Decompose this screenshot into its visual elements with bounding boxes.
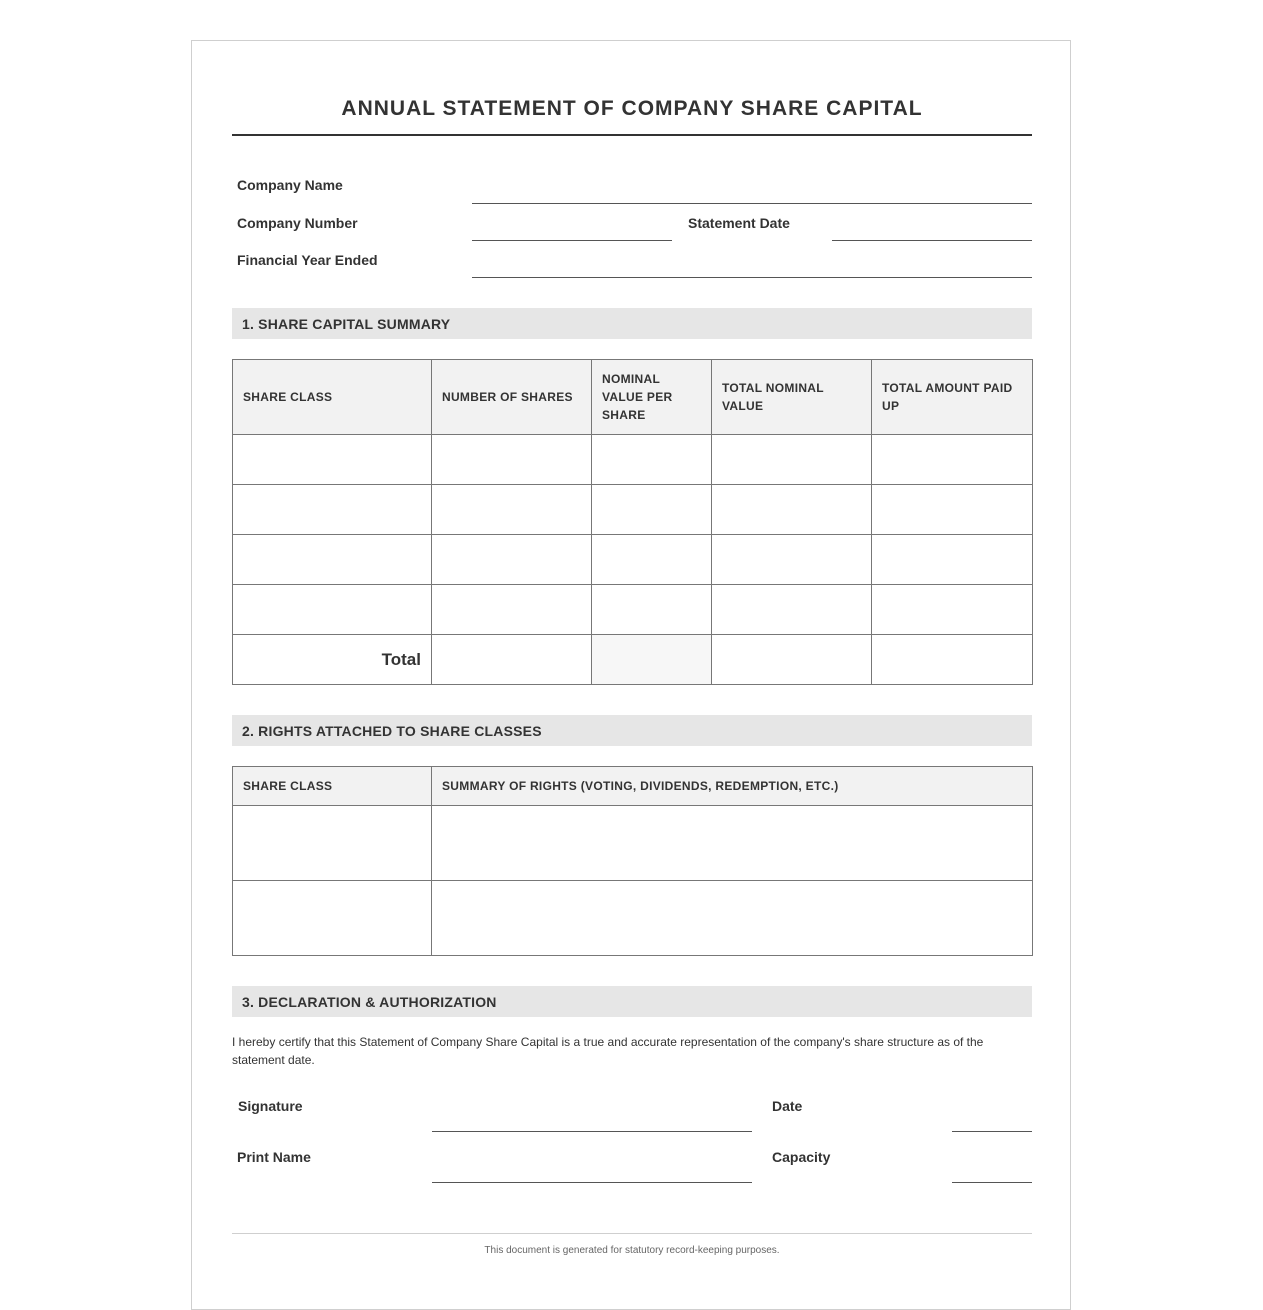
column-header: SUMMARY OF RIGHTS (VOTING, DIVIDENDS, REDEMPTION, ETC.) bbox=[432, 767, 1033, 806]
signature-label: Signature bbox=[238, 1098, 303, 1114]
table-row bbox=[233, 485, 1033, 535]
document-title: ANNUAL STATEMENT OF COMPANY SHARE CAPITAL bbox=[341, 97, 923, 120]
column-header: SHARE CLASS bbox=[233, 767, 432, 806]
section-declaration bbox=[232, 986, 1032, 1017]
company-name-field[interactable] bbox=[472, 203, 1032, 204]
footer-divider bbox=[232, 1233, 1032, 1234]
footer-note: This document is generated for statutory record-keeping purposes. bbox=[484, 1245, 780, 1256]
table-cell[interactable] bbox=[432, 435, 592, 485]
table-cell[interactable] bbox=[432, 881, 1033, 956]
table-cell[interactable] bbox=[872, 585, 1033, 635]
date-field[interactable] bbox=[952, 1131, 1032, 1132]
company-name-label: Company Name bbox=[237, 177, 343, 193]
table-cell[interactable] bbox=[592, 585, 712, 635]
capacity-label: Capacity bbox=[772, 1149, 831, 1165]
total-cell[interactable] bbox=[712, 635, 872, 685]
signature-field[interactable] bbox=[432, 1131, 752, 1132]
total-cell[interactable] bbox=[432, 635, 592, 685]
date-label: Date bbox=[772, 1098, 803, 1114]
declaration-text: I hereby certify that this Statement of Company Share Capital is a true and accurate representation of the company's share structure as of the statement date. bbox=[232, 1035, 984, 1067]
table-cell[interactable] bbox=[592, 535, 712, 585]
total-label: Total bbox=[233, 635, 432, 685]
total-cell[interactable] bbox=[872, 635, 1033, 685]
column-header: NOMINAL VALUE PER SHARE bbox=[592, 360, 712, 435]
table-cell[interactable] bbox=[432, 806, 1033, 881]
column-header: TOTAL AMOUNT PAID UP bbox=[872, 360, 1033, 435]
document-page bbox=[191, 40, 1071, 1310]
table-cell[interactable] bbox=[233, 806, 432, 881]
section-share-capital-summary bbox=[232, 308, 1032, 339]
table-cell[interactable] bbox=[233, 485, 432, 535]
table-cell[interactable] bbox=[233, 435, 432, 485]
table-row bbox=[233, 881, 1033, 956]
company-number-label: Company Number bbox=[237, 215, 358, 231]
table-cell[interactable] bbox=[712, 435, 872, 485]
statement-date-label: Statement Date bbox=[688, 215, 790, 231]
table-cell[interactable] bbox=[233, 535, 432, 585]
statement-date-field[interactable] bbox=[832, 240, 1032, 241]
table-cell[interactable] bbox=[432, 485, 592, 535]
table-cell[interactable] bbox=[432, 535, 592, 585]
title-divider bbox=[232, 134, 1032, 136]
table-cell[interactable] bbox=[233, 585, 432, 635]
table-cell[interactable] bbox=[712, 535, 872, 585]
table-row bbox=[233, 806, 1033, 881]
company-number-field[interactable] bbox=[472, 240, 672, 241]
total-cell-disabled bbox=[592, 635, 712, 685]
print-name-label: Print Name bbox=[237, 1149, 311, 1165]
table-row bbox=[233, 435, 1033, 485]
table-cell[interactable] bbox=[592, 435, 712, 485]
section-title: 2. RIGHTS ATTACHED TO SHARE CLASSES bbox=[242, 723, 542, 739]
financial-year-field[interactable] bbox=[472, 277, 1032, 278]
capacity-field[interactable] bbox=[952, 1182, 1032, 1183]
table-cell[interactable] bbox=[872, 435, 1033, 485]
table-header-row bbox=[233, 360, 1033, 435]
table-cell[interactable] bbox=[712, 485, 872, 535]
table-cell[interactable] bbox=[872, 485, 1033, 535]
financial-year-label: Financial Year Ended bbox=[237, 252, 378, 268]
print-name-field[interactable] bbox=[432, 1182, 752, 1183]
section-title: 3. DECLARATION & AUTHORIZATION bbox=[242, 994, 497, 1010]
column-header: NUMBER OF SHARES bbox=[432, 360, 592, 435]
column-header: SHARE CLASS bbox=[233, 360, 432, 435]
table-cell[interactable] bbox=[712, 585, 872, 635]
table-cell[interactable] bbox=[872, 535, 1033, 585]
table-cell[interactable] bbox=[432, 585, 592, 635]
section-title: 1. SHARE CAPITAL SUMMARY bbox=[242, 316, 451, 332]
share-capital-table bbox=[232, 359, 1033, 685]
total-row bbox=[233, 635, 1033, 685]
table-row bbox=[233, 535, 1033, 585]
section-rights-attached bbox=[232, 715, 1032, 746]
rights-table bbox=[232, 766, 1033, 956]
table-header-row bbox=[233, 767, 1033, 806]
column-header: TOTAL NOMINAL VALUE bbox=[712, 360, 872, 435]
table-row bbox=[233, 585, 1033, 635]
table-cell[interactable] bbox=[233, 881, 432, 956]
table-cell[interactable] bbox=[592, 485, 712, 535]
